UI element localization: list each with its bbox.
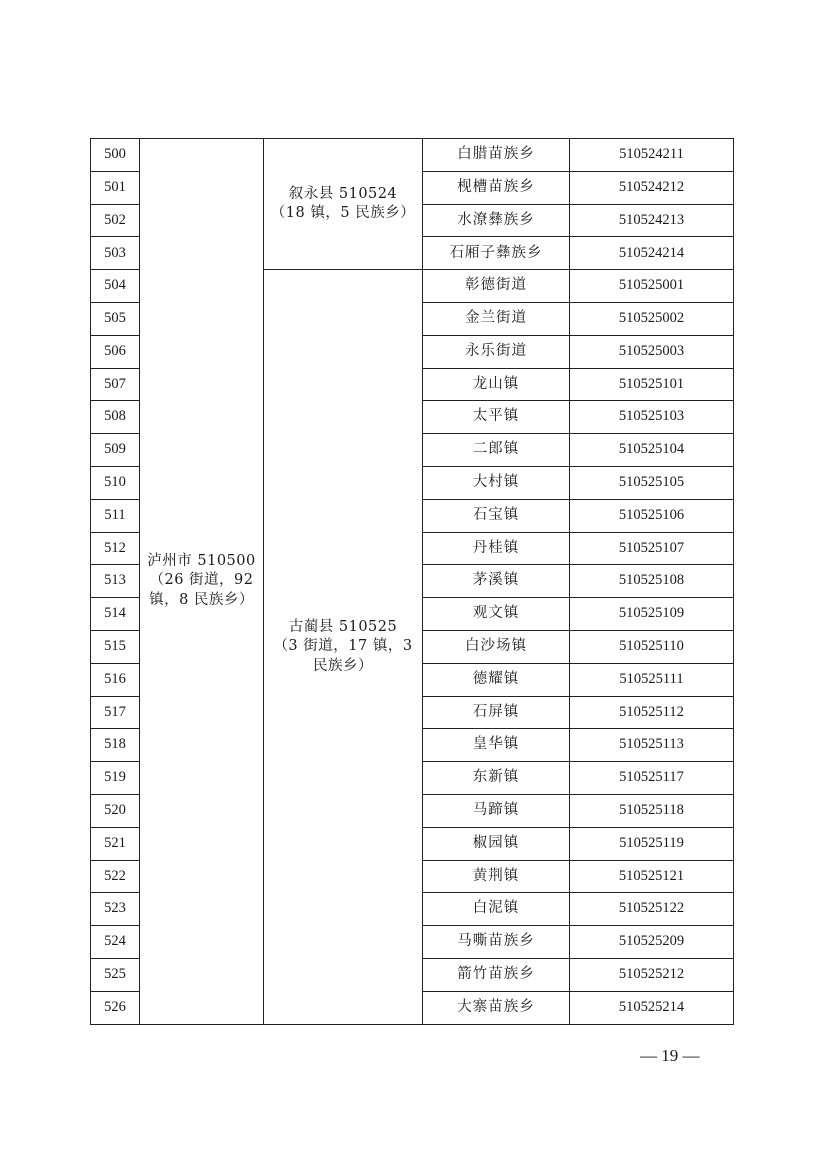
division-code: 510525103 — [570, 401, 734, 434]
row-number: 515 — [91, 630, 140, 663]
division-code: 510524213 — [570, 204, 734, 237]
division-code: 510525003 — [570, 335, 734, 368]
township-name: 丹桂镇 — [423, 532, 570, 565]
division-table — [90, 138, 734, 1025]
division-code: 510524211 — [570, 139, 734, 172]
township-name: 大寨苗族乡 — [423, 991, 570, 1024]
row-number: 525 — [91, 958, 140, 991]
township-name: 白腊苗族乡 — [423, 139, 570, 172]
division-code: 510525111 — [570, 663, 734, 696]
city-cell-line: 泸州市 510500 — [147, 552, 256, 569]
township-name: 太平镇 — [423, 401, 570, 434]
city-cell-line: （26 街道，92 — [149, 572, 254, 589]
township-name: 白沙场镇 — [423, 630, 570, 663]
township-name: 永乐街道 — [423, 335, 570, 368]
row-number: 518 — [91, 729, 140, 762]
division-code: 510525212 — [570, 958, 734, 991]
city-cell — [140, 139, 264, 1025]
township-name: 龙山镇 — [423, 368, 570, 401]
page-number: — 19 — — [640, 1046, 700, 1065]
city-cell-line: 镇，8 民族乡） — [149, 592, 254, 609]
township-name: 枧槽苗族乡 — [423, 171, 570, 204]
row-number: 503 — [91, 237, 140, 270]
row-number: 504 — [91, 270, 140, 303]
township-name: 马嘶苗族乡 — [423, 926, 570, 959]
row-number: 510 — [91, 466, 140, 499]
township-name: 箭竹苗族乡 — [423, 958, 570, 991]
table-row — [91, 139, 734, 172]
division-code: 510525110 — [570, 630, 734, 663]
township-name: 椒园镇 — [423, 827, 570, 860]
division-code: 510525107 — [570, 532, 734, 565]
row-number: 500 — [91, 139, 140, 172]
township-name: 石屏镇 — [423, 696, 570, 729]
township-name: 彰德街道 — [423, 270, 570, 303]
division-code: 510524214 — [570, 237, 734, 270]
row-number: 514 — [91, 598, 140, 631]
division-code: 510525104 — [570, 434, 734, 467]
row-number: 516 — [91, 663, 140, 696]
division-code: 510525106 — [570, 499, 734, 532]
division-code: 510525209 — [570, 926, 734, 959]
row-number: 526 — [91, 991, 140, 1024]
division-code: 510525105 — [570, 466, 734, 499]
division-code: 510525113 — [570, 729, 734, 762]
township-name: 观文镇 — [423, 598, 570, 631]
row-number: 502 — [91, 204, 140, 237]
township-name: 马蹄镇 — [423, 794, 570, 827]
row-number: 507 — [91, 368, 140, 401]
row-number: 513 — [91, 565, 140, 598]
row-number: 506 — [91, 335, 140, 368]
county-cell-gulin-line: 民族乡） — [313, 657, 373, 674]
division-code: 510525001 — [570, 270, 734, 303]
row-number: 524 — [91, 926, 140, 959]
division-code: 510525112 — [570, 696, 734, 729]
county-cell-gulin-line: 古蔺县 510525 — [288, 618, 398, 635]
row-number: 511 — [91, 499, 140, 532]
township-name: 金兰街道 — [423, 302, 570, 335]
division-code: 510524212 — [570, 171, 734, 204]
division-code: 510525108 — [570, 565, 734, 598]
township-name: 茅溪镇 — [423, 565, 570, 598]
row-number: 508 — [91, 401, 140, 434]
row-number: 523 — [91, 893, 140, 926]
row-number: 522 — [91, 860, 140, 893]
township-name: 石厢子彝族乡 — [423, 237, 570, 270]
county-cell-xuyong-line: 叙永县 510524 — [288, 185, 398, 202]
township-name: 皇华镇 — [423, 729, 570, 762]
row-number: 512 — [91, 532, 140, 565]
county-cell-xuyong — [264, 139, 423, 270]
county-cell-gulin — [264, 270, 423, 1024]
row-number: 505 — [91, 302, 140, 335]
division-code: 510525121 — [570, 860, 734, 893]
row-number: 519 — [91, 762, 140, 795]
county-cell-gulin-line: （3 街道，17 镇，3 — [273, 638, 413, 655]
row-number: 521 — [91, 827, 140, 860]
division-code: 510525101 — [570, 368, 734, 401]
township-name: 黄荆镇 — [423, 860, 570, 893]
division-code: 510525002 — [570, 302, 734, 335]
division-code: 510525119 — [570, 827, 734, 860]
county-cell-xuyong-line: （18 镇，5 民族乡） — [270, 205, 416, 222]
township-name: 大村镇 — [423, 466, 570, 499]
row-number: 520 — [91, 794, 140, 827]
row-number: 501 — [91, 171, 140, 204]
division-code: 510525214 — [570, 991, 734, 1024]
township-name: 水潦彝族乡 — [423, 204, 570, 237]
row-number: 517 — [91, 696, 140, 729]
division-code: 510525122 — [570, 893, 734, 926]
township-name: 东新镇 — [423, 762, 570, 795]
township-name: 二郎镇 — [423, 434, 570, 467]
township-name: 石宝镇 — [423, 499, 570, 532]
division-code: 510525117 — [570, 762, 734, 795]
township-name: 德耀镇 — [423, 663, 570, 696]
division-code: 510525109 — [570, 598, 734, 631]
township-name: 白泥镇 — [423, 893, 570, 926]
row-number: 509 — [91, 434, 140, 467]
division-code: 510525118 — [570, 794, 734, 827]
table-body — [91, 139, 734, 1025]
